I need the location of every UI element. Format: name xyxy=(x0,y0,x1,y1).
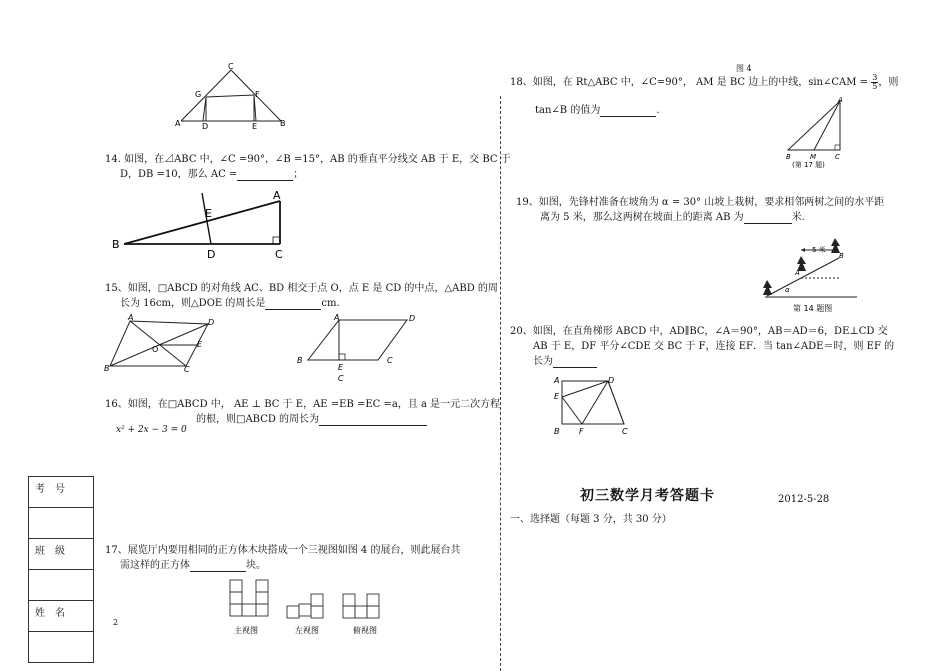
fig14-label-d: D xyxy=(207,248,216,261)
fig15a-label-d: D xyxy=(208,318,215,327)
fig18-caption: (第 17 题) xyxy=(792,161,825,169)
student-info-table xyxy=(28,476,94,663)
fig20-label-d: D xyxy=(608,376,615,385)
q19-line1: 19、如图，先锋村准备在坡角为 α = 30° 山坡上栽树，要求相邻两树之间的水平距 xyxy=(516,197,885,208)
q18-answer-blank[interactable] xyxy=(600,106,656,117)
fig19-label-a: A xyxy=(795,269,800,277)
fig20-label-e: E xyxy=(554,392,560,401)
figure-19-slope xyxy=(755,234,865,316)
figure-17-three-views xyxy=(225,577,395,639)
exam-number-field[interactable] xyxy=(29,508,94,539)
section-1-heading: 一、选择题（每题 3 分，共 30 分） xyxy=(510,514,672,525)
fig14-label-e: E xyxy=(205,207,212,220)
fig13-label-b: B xyxy=(280,119,286,128)
fig14-label-a: A xyxy=(273,189,281,202)
fig14-label-b: B xyxy=(112,238,120,251)
q15-line1: 15、如图，□ABCD 的对角线 AC、BD 相交于点 O，点 E 是 CD 的中点，△ABD 的周 xyxy=(105,283,498,294)
q20-line1: 20、如图，在直角梯形 ABCD 中，AD∥BC，∠A＝90°，AB＝AD＝6，DE⊥CD 交 xyxy=(510,326,888,337)
q17-answer-blank[interactable] xyxy=(190,561,246,572)
fig13-label-d: D xyxy=(202,122,209,131)
q14-line2: D，DB =10，那么 AC = ； xyxy=(120,169,304,180)
fig15a-label-a: A xyxy=(128,313,134,322)
q18-line2: tan∠B 的值为 . xyxy=(535,105,660,116)
fig15a-label-o: O xyxy=(152,345,159,354)
q19-line2: 离为 5 米，那么这两树在坡面上的距离 AB 为 米. xyxy=(540,212,805,223)
q14-answer-blank[interactable] xyxy=(237,170,293,181)
figure-18-right-triangle xyxy=(784,96,854,168)
fig20-label-b: B xyxy=(554,427,560,436)
left-view-label: 左视图 xyxy=(295,626,319,635)
answer-card-date: 2012-5-28 xyxy=(778,494,830,505)
figure-14-triangle xyxy=(110,190,300,260)
fig15a-label-b: B xyxy=(104,364,110,373)
fig14-label-c: C xyxy=(275,248,283,261)
column-divider xyxy=(500,96,501,671)
fig13-label-a: A xyxy=(175,119,181,128)
fig15b-label-c2: C xyxy=(338,374,344,383)
fig18-label-a: A xyxy=(838,96,843,104)
fig20-label-c: C xyxy=(622,427,628,436)
fig13-label-e: E xyxy=(252,122,258,131)
fig19-distance-label: 5 米 xyxy=(812,246,826,254)
fig20-label-f: F xyxy=(579,427,584,436)
fig13-label-g: G xyxy=(195,90,202,99)
q20-line2: AB 于 E，DF 平分∠CDE 交 BC 于 F，连接 EF．当 tan∠ADE＝时，则 EF 的 xyxy=(533,341,895,352)
top-view-label: 俯视图 xyxy=(353,626,377,635)
fig19-label-b: B xyxy=(839,252,844,260)
name-field[interactable] xyxy=(29,632,94,663)
figure-15b-parallelogram xyxy=(295,314,425,384)
q20-line3: 长为 xyxy=(533,355,597,368)
q16-line2: 的根，则□ABCD 的周长为 xyxy=(196,413,427,426)
fig15a-label-e: E xyxy=(197,340,203,349)
fig15b-label-a: A xyxy=(334,313,340,322)
q18-frac-den: 5 xyxy=(872,82,878,91)
answer-card-title: 初三数学月考答题卡 xyxy=(580,488,715,504)
name-label: 姓 名 xyxy=(29,601,94,632)
figure-15a-parallelogram xyxy=(104,314,224,376)
fig18-label-m: M xyxy=(810,153,817,161)
figure-13-trapezoid xyxy=(170,60,290,132)
class-label: 班 级 xyxy=(29,539,94,570)
fig15b-label-b: B xyxy=(297,356,303,365)
q18-line1: 18、如图，在 Rt△ABC 中，∠C=90°， AM 是 BC 边上的中线，sin∠CAM = $\frac{3}{5}$，则 xyxy=(510,73,899,91)
front-view-label: 主视图 xyxy=(234,626,258,635)
figure-4-caption: 图 4 xyxy=(736,64,752,73)
fig18-label-c: C xyxy=(835,153,840,161)
fig15b-label-e: E xyxy=(338,363,344,372)
fig13-label-c: C xyxy=(228,62,234,71)
q17-line1: 17、展览厅内要用相同的正方体木块搭成一个三视图如图 4 的展台，则此展台共 xyxy=(105,545,461,556)
figure-20-trapezoid xyxy=(550,370,640,438)
q15-line2: 长为 16cm，则△DOE 的周长是 cm. xyxy=(120,298,340,309)
exam-number-label: 考 号 xyxy=(29,477,94,508)
fig19-label-alpha: α xyxy=(785,286,790,294)
fig13-label-f: F xyxy=(255,90,260,99)
q18-frac-num: 3 xyxy=(872,73,878,82)
q15-answer-blank[interactable] xyxy=(265,299,321,310)
q17-line2: 需这样的正方体 块。 xyxy=(120,560,266,571)
q16-line1: 16、如图，在□ABCD 中， AE ⊥ BC 于 E，AE =EB =EC =a，且 a 是一元二次方程 xyxy=(105,399,501,410)
fig18-label-b: B xyxy=(786,153,791,161)
q14-line1: 14. 如图，在⊿ABC 中，∠C =90°，∠B =15°，AB 的垂直平分线交 AB 于 E，交 BC 于 xyxy=(105,154,511,165)
fig20-label-a: A xyxy=(554,376,560,385)
fig15b-label-c: C xyxy=(387,356,393,365)
fig15a-label-c: C xyxy=(184,365,190,374)
q20-answer-blank[interactable] xyxy=(553,357,597,368)
class-field[interactable] xyxy=(29,570,94,601)
q19-answer-blank[interactable] xyxy=(744,213,792,224)
q16-answer-blank[interactable] xyxy=(319,415,427,426)
q16-equation: x² + 2x − 3 = 0 xyxy=(116,425,187,435)
fig19-caption: 第 14 题图 xyxy=(793,304,833,313)
fig15b-label-d: D xyxy=(409,314,416,323)
page-number: 2 xyxy=(113,618,119,627)
